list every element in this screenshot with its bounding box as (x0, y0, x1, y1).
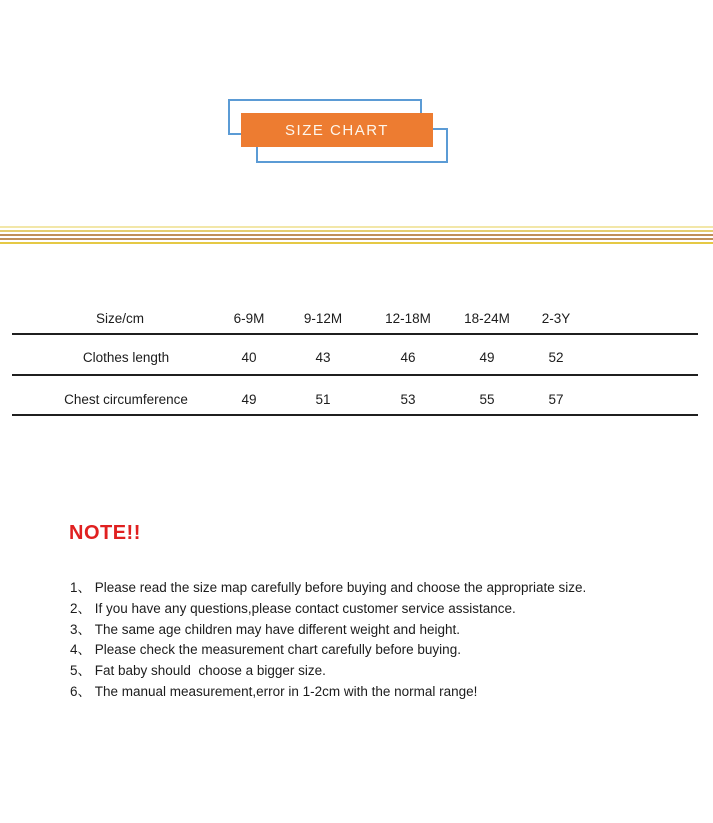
row-label: Clothes length (82, 350, 170, 365)
note-item-3: 3、 The same age children may have different weight and height. (70, 621, 460, 637)
column-header-size: Size/cm (95, 311, 144, 326)
table-cell: 43 (315, 350, 331, 365)
note-item-2: 2、 If you have any questions,please contact customer service assistance. (70, 600, 516, 616)
table-cell: 55 (479, 392, 495, 407)
stripe-line (0, 242, 713, 244)
table-row-clothes-length (12, 344, 698, 372)
size-chart-title-box (241, 113, 433, 147)
column-header-2-3y: 2-3Y (541, 311, 571, 326)
table-header-row (12, 305, 698, 333)
column-header-12-18m: 12-18M (385, 311, 431, 326)
table-cell: 52 (548, 350, 564, 365)
note-item-5: 5、 Fat baby should choose a bigger size. (70, 663, 326, 679)
table-cell: 46 (400, 350, 416, 365)
stripe-divider (0, 226, 713, 246)
page-title: SIZE CHART (285, 121, 389, 139)
stripe-line (0, 226, 713, 228)
note-list (70, 578, 680, 703)
note-heading: NOTE!! (69, 522, 141, 544)
stripe-line (0, 238, 713, 240)
table-cell: 49 (479, 350, 495, 365)
table-cell: 57 (548, 392, 564, 407)
table-cell: 49 (241, 392, 257, 407)
note-item-1: 1、 Please read the size map carefully before buying and choose the appropriate size. (70, 580, 587, 595)
stripe-line (0, 230, 713, 232)
table-divider-line (12, 333, 698, 335)
table-cell: 40 (241, 350, 257, 365)
row-label: Chest circumference (64, 392, 188, 407)
column-header-18-24m: 18-24M (464, 311, 510, 326)
note-item-6: 6、 The manual measurement,error in 1-2cm with the normal range! (70, 683, 478, 699)
size-table (12, 305, 698, 416)
table-row-chest-circumference (12, 386, 698, 414)
column-header-9-12m: 9-12M (303, 311, 343, 326)
column-header-6-9m: 6-9M (233, 311, 265, 326)
table-divider-line (12, 374, 698, 376)
table-cell: 53 (400, 392, 416, 407)
table-cell: 51 (315, 392, 331, 407)
stripe-line (0, 234, 713, 236)
note-item-4: 4、 Please check the measurement chart carefully before buying. (70, 642, 461, 658)
table-divider-line (12, 414, 698, 416)
